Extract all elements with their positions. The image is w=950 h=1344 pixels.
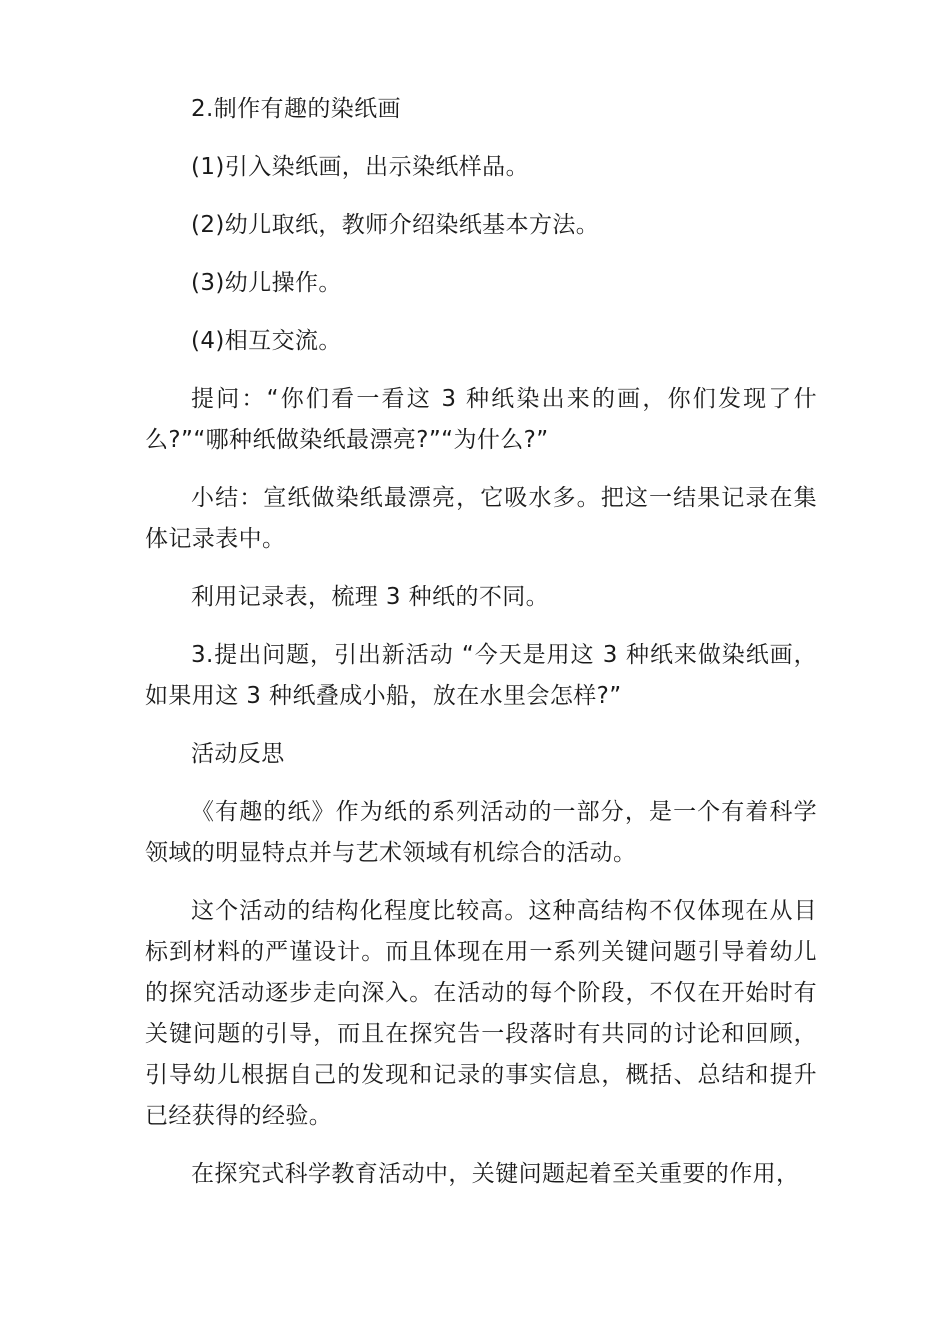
step-2-item-2: (2)幼儿取纸，教师介绍染纸基本方法。 [191, 212, 600, 238]
step-2-item-1: (1)引入染纸画，出示染纸样品。 [191, 154, 529, 180]
step-2-heading: 2.制作有趣的染纸画 [191, 96, 401, 122]
step-3-paragraph: 3.提出问题，引出新活动 “今天是用这 3 种纸来做染纸画，如果用这 3 种纸叠成小船，放在水里会怎样?” [145, 642, 817, 709]
reflection-paragraph-1: 《有趣的纸》作为纸的系列活动的一部分，是一个有着科学领域的明显特点并与艺术领域有机综合的活动。 [145, 799, 817, 866]
step-2-item-4: (4)相互交流。 [191, 328, 342, 354]
summary-paragraph: 小结：宣纸做染纸最漂亮，它吸水多。把这一结果记录在集体记录表中。 [145, 485, 817, 552]
document-body [145, 89, 817, 1212]
step-2-item-3: (3)幼儿操作。 [191, 270, 342, 296]
reflection-paragraph-3: 在探究式科学教育活动中，关键问题起着至关重要的作用， [191, 1161, 800, 1187]
reflection-heading: 活动反思 [191, 741, 285, 767]
question-paragraph: 提问：“你们看一看这 3 种纸染出来的画，你们发现了什么?”“哪种纸做染纸最漂亮?”“为什么?” [145, 386, 817, 453]
reflection-paragraph-2: 这个活动的结构化程度比较高。这种高结构不仅体现在从目标到材料的严谨设计。而且体现在用一系列关键问题引导着幼儿的探究活动逐步走向深入。在活动的每个阶段，不仅在开始时有关键问题的引导，而且在探究告一段落时有共同的讨论和回顾，引导幼儿根据自己的发现和记录的事实信息，概括、总结和提升已经获得的经验。 [145, 898, 817, 1129]
record-table-paragraph: 利用记录表，梳理 3 种纸的不同。 [191, 584, 550, 610]
